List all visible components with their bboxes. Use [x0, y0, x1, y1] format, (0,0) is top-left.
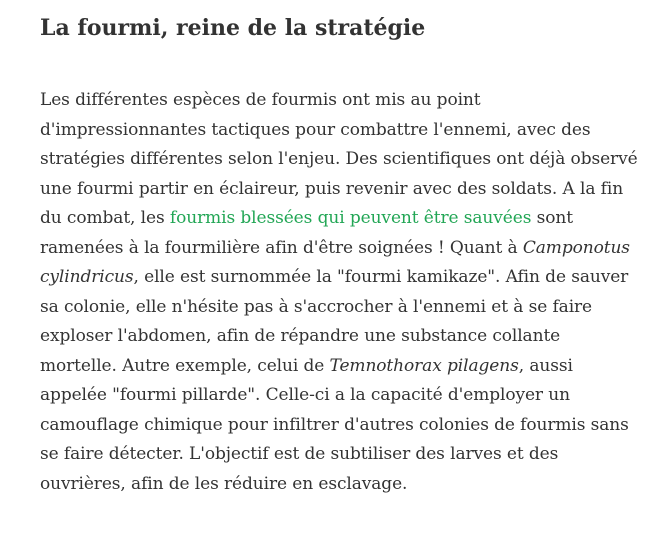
paragraph-text: , aussi appelée "fourmi pillarde". Celle-ci a la capacité d'employer un camouflage chimique pour infiltrer d'autres colonies de fourmis sans se faire détecter. L'objectif est de subtiliser des larves et des ouvrières, afin de les réduire en esclavage. [40, 355, 629, 494]
paragraph-text: , elle est surnommée la "fourmi kamikaze". Afin de sauver sa colonie, elle n'hésite pas à s'accrocher à l'ennemi et à se faire exploser l'abdomen, afin de répandre une substance collante mortelle. Autre exemple, celui de [40, 267, 629, 376]
article [40, 10, 640, 499]
species-name-camponotus: Camponotus cylindricus [40, 237, 630, 287]
species-name-temnothorax: Temnothorax pilagens [329, 355, 519, 376]
paragraph-text: sont ramenées à la fourmilière afin d'être soignées ! Quant à [40, 208, 573, 258]
paragraph-text: Les différentes espèces de fourmis ont mis au point d'impressionnantes tactiques pour combattre l'ennemi, avec des stratégies différentes selon l'enjeu. Des scientifiques ont déjà observé une fourmi partir en éclaireur, puis revenir avec des soldats. A la fin du combat, les [40, 90, 638, 228]
article-paragraph [40, 86, 640, 499]
injured-ants-link[interactable]: fourmis blessées qui peuvent être sauvées [169, 208, 532, 228]
article-heading: La fourmi, reine de la stratégie [40, 15, 426, 41]
